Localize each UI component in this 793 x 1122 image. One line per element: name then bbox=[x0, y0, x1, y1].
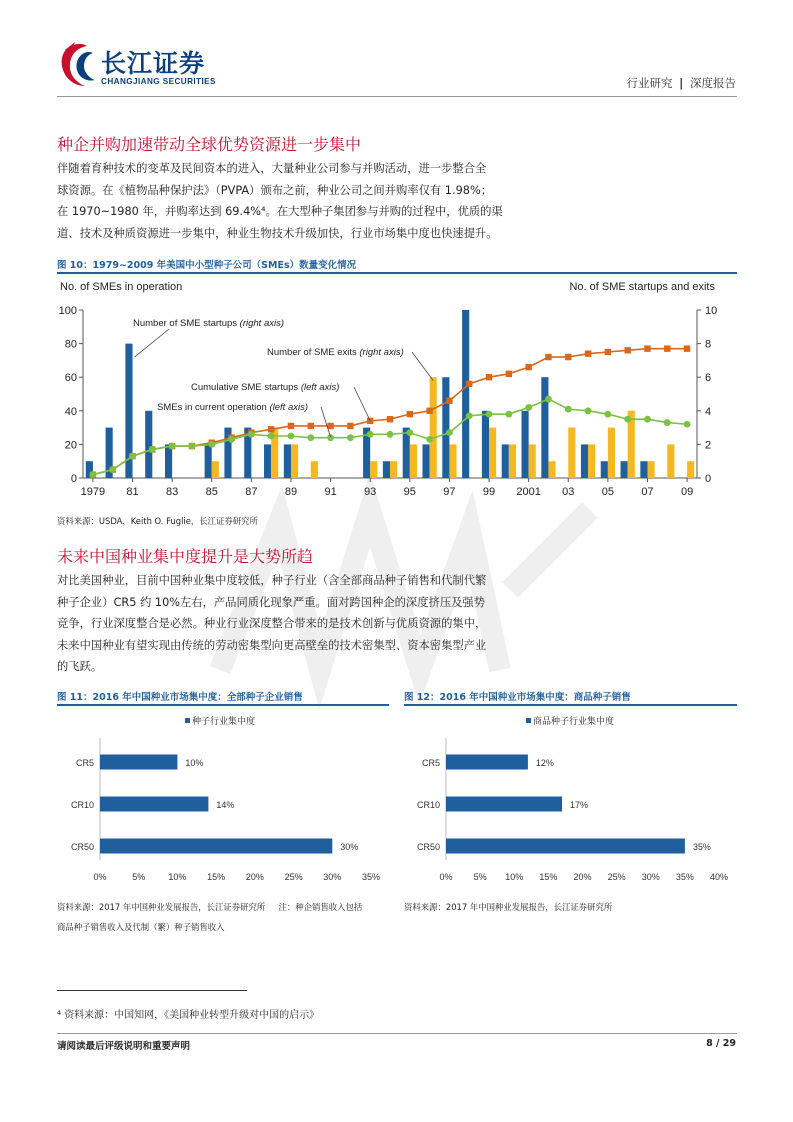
cumulative-startups-point bbox=[466, 381, 472, 387]
bar bbox=[446, 839, 685, 854]
watermark-icon bbox=[210, 470, 610, 710]
category-label: CR50 bbox=[416, 842, 440, 852]
cumulative-startups-point bbox=[545, 354, 551, 360]
header-divider: | bbox=[679, 76, 684, 90]
bar-value-label: 14% bbox=[216, 800, 235, 810]
x-tick-label: 87 bbox=[245, 486, 258, 498]
cumulative-startups-point bbox=[407, 411, 413, 417]
current-smes-point bbox=[565, 406, 572, 413]
cumulative-startups-point bbox=[288, 423, 294, 429]
section2-title: 未来中国种业集中度提升是大势所趋 bbox=[57, 547, 314, 566]
company-logo bbox=[57, 40, 247, 90]
cumulative-startups-point bbox=[585, 350, 591, 356]
x-tick-label: 1979 bbox=[80, 486, 106, 498]
current-smes-point bbox=[387, 431, 394, 438]
current-smes-point bbox=[486, 411, 493, 418]
footer-rule bbox=[57, 1033, 737, 1034]
cumulative-startups-point bbox=[446, 398, 452, 404]
para-line: 道、技术及种质资源进一步集中，种业生物技术升级加快，行业市场集中度也快速提升。 bbox=[57, 226, 498, 240]
current-smes-point bbox=[644, 416, 651, 423]
section1-title: 种企并购加速带动全球优势资源进一步集中 bbox=[57, 135, 362, 154]
bar bbox=[446, 797, 562, 812]
current-smes-point bbox=[525, 404, 532, 411]
cumulative-startups-point bbox=[486, 374, 492, 380]
logo-english-name: CHANGJIANG SECURITIES bbox=[101, 77, 216, 86]
logo-chinese-name: 长江证券 bbox=[101, 49, 206, 78]
y-right-tick-label: 10 bbox=[705, 305, 718, 317]
y-left-tick-label: 60 bbox=[64, 372, 77, 385]
x-tick-label: 05 bbox=[601, 486, 614, 498]
bar bbox=[446, 755, 528, 770]
y-left-tick-label: 80 bbox=[64, 338, 77, 351]
cumulative-startups-point bbox=[565, 354, 571, 360]
fig10-title-rule bbox=[57, 272, 737, 274]
legend-label: 商品种子行业集中度 bbox=[533, 716, 615, 726]
x-tick-label: 20% bbox=[573, 872, 592, 882]
startup-bar bbox=[442, 377, 449, 478]
para-line: 对比美国种业，目前中国种业集中度较低，种子行业（含全部商品种子销售和代制代繁 bbox=[57, 574, 487, 587]
para-line: 在 1970~1980 年，并购率达到 69.4%⁴。在大型种子集团参与并购的过程中，优质的渠 bbox=[57, 205, 503, 218]
x-tick-label: 0% bbox=[439, 872, 453, 882]
fig12-source: 资料来源：2017 年中国种业发展报告，长江证券研究所 bbox=[404, 902, 613, 912]
x-tick-label: 35% bbox=[675, 872, 694, 882]
current-smes-point bbox=[169, 443, 176, 450]
para-line: 伴随着育种技术的变革及民间资本的进入，大量种业公司参与并购活动，进一步整合全 bbox=[57, 162, 487, 175]
chart-annotation: Number of SME startups (right axis) bbox=[133, 318, 284, 329]
startup-bar bbox=[145, 411, 152, 478]
current-smes-point bbox=[664, 419, 671, 426]
current-smes-point bbox=[307, 434, 314, 441]
current-smes-point bbox=[684, 421, 691, 428]
cumulative-startups-point bbox=[268, 426, 274, 432]
annotation-leader bbox=[135, 329, 169, 357]
fig11-chart bbox=[57, 708, 389, 894]
chart-annotation: Number of SME exits (right axis) bbox=[267, 347, 404, 358]
cumulative-startups-point bbox=[525, 364, 531, 370]
fig12-chart bbox=[404, 708, 737, 894]
cumulative-startups-point bbox=[644, 345, 650, 351]
annotation-leader bbox=[321, 407, 331, 437]
fig11-source-line2: 商品种子销售收入及代制（繁）种子销售收入 bbox=[57, 922, 225, 932]
y-right-tick-label: 8 bbox=[705, 338, 712, 351]
report-type-label: 深度报告 bbox=[690, 76, 736, 90]
current-smes-point bbox=[347, 434, 354, 441]
fig11-svg bbox=[57, 708, 389, 894]
x-tick-label: 5% bbox=[473, 872, 487, 882]
x-tick-label: 30% bbox=[323, 872, 342, 882]
annotation-leader bbox=[412, 352, 433, 381]
bar bbox=[100, 797, 208, 812]
bar-value-label: 30% bbox=[340, 842, 359, 852]
current-smes-point bbox=[288, 433, 295, 440]
x-tick-label: 09 bbox=[680, 486, 694, 498]
cumulative-startups-point bbox=[327, 423, 333, 429]
current-smes-point bbox=[545, 396, 552, 403]
current-smes-point bbox=[129, 453, 136, 460]
current-smes-point bbox=[367, 431, 374, 438]
startup-bar bbox=[621, 461, 628, 478]
fig12-title: 图 12：2016 年中国种业市场集中度：商品种子销售 bbox=[404, 692, 631, 703]
startup-bar bbox=[541, 377, 548, 478]
section1-paragraph bbox=[57, 158, 537, 244]
footer-disclaimer: 请阅读最后评级说明和重要声明 bbox=[57, 1041, 191, 1052]
x-tick-label: 35% bbox=[361, 872, 381, 882]
logo-emblem bbox=[57, 40, 101, 90]
fig11-source-line1: 资料来源：2017 年中国种业发展报告，长江证券研究所 注：种企销售收入包括 bbox=[57, 902, 363, 912]
current-smes-point bbox=[585, 407, 592, 414]
footnote-rule bbox=[57, 990, 247, 991]
startup-bar bbox=[640, 461, 647, 478]
legend-swatch bbox=[526, 718, 531, 723]
y-right-tick-label: 4 bbox=[705, 405, 712, 418]
cumulative-startups-point bbox=[347, 423, 353, 429]
startup-bar bbox=[482, 411, 489, 478]
cumulative-startups-point bbox=[605, 349, 611, 355]
x-tick-label: 83 bbox=[166, 486, 179, 498]
y-axis-left-label: No. of SMEs in operation bbox=[60, 281, 183, 293]
fig10-source: 资料来源：USDA，Keith O. Fuglie，长江证券研究所 bbox=[57, 516, 258, 526]
current-smes-point bbox=[268, 433, 275, 440]
fig10-title: 图 10：1979~2009 年美国中小型种子公司（SMEs）数量变化情况 bbox=[57, 260, 357, 271]
category-label: CR50 bbox=[70, 842, 94, 852]
header-rule bbox=[57, 96, 737, 97]
current-smes-point bbox=[90, 471, 97, 478]
x-tick-label: 15% bbox=[539, 872, 558, 882]
x-tick-label: 0% bbox=[93, 872, 107, 882]
x-tick-label: 91 bbox=[324, 486, 337, 498]
y-left-tick-label: 20 bbox=[64, 439, 77, 452]
y-left-tick-label: 100 bbox=[58, 305, 77, 317]
current-smes-point bbox=[505, 411, 512, 418]
current-smes-point bbox=[604, 411, 611, 418]
x-tick-label: 20% bbox=[245, 872, 264, 882]
cumulative-startups-point bbox=[426, 408, 432, 414]
x-tick-label: 89 bbox=[284, 486, 298, 498]
para-line: 球资源。在《植物品种保护法》（PVPA）颁布之前，种业公司之间并购率仅有 1.98%； bbox=[57, 183, 492, 197]
x-tick-label: 95 bbox=[403, 486, 416, 498]
y-right-tick-label: 6 bbox=[705, 372, 712, 385]
current-smes-point bbox=[446, 429, 453, 436]
page-number: 8 / 29 bbox=[706, 1038, 736, 1049]
bar-value-label: 10% bbox=[185, 758, 204, 768]
para-line: 未来中国种业有望实现由传统的劳动密集型向更高壁垒的技术密集型、资本密集型产业 bbox=[57, 638, 487, 652]
x-tick-label: 97 bbox=[443, 486, 456, 498]
startup-bar bbox=[522, 411, 529, 478]
x-tick-label: 15% bbox=[207, 872, 226, 882]
fig12-svg bbox=[404, 708, 737, 894]
legend-swatch bbox=[185, 718, 190, 723]
x-tick-label: 2001 bbox=[516, 486, 541, 498]
annotation-leader bbox=[354, 387, 370, 421]
bar bbox=[100, 755, 177, 770]
para-line: 竞争，行业深度整合是必然。种业行业深度整合带来的是技术创新与优质资源的集中， bbox=[57, 617, 487, 630]
current-smes-point bbox=[189, 443, 196, 450]
x-tick-label: 30% bbox=[641, 872, 660, 882]
category-label: CR5 bbox=[75, 758, 94, 768]
current-smes-point bbox=[228, 436, 235, 443]
cumulative-startups-point bbox=[308, 423, 314, 429]
exit-bar bbox=[667, 444, 674, 478]
startup-bar bbox=[165, 444, 172, 478]
exit-bar bbox=[430, 377, 437, 478]
category-label: CR5 bbox=[421, 758, 440, 768]
x-tick-label: 40% bbox=[709, 872, 729, 882]
cumulative-startups-point bbox=[664, 345, 670, 351]
y-axis-right-label: No. of SME startups and exits bbox=[569, 281, 715, 293]
legend-label: 种子行业集中度 bbox=[192, 716, 256, 726]
section-label: 行业研究 bbox=[626, 76, 673, 90]
cumulative-startups-point bbox=[684, 345, 690, 351]
exit-bar bbox=[687, 461, 694, 478]
x-tick-label: 81 bbox=[126, 486, 139, 498]
para-line: 种子企业）CR5 约 10%左右，产品同质化现象严重。面对跨国种企的深度挤压及强势 bbox=[57, 595, 486, 609]
current-smes-point bbox=[208, 441, 215, 448]
bar-value-label: 35% bbox=[692, 842, 711, 852]
report-category bbox=[626, 75, 736, 91]
exit-bar bbox=[647, 461, 654, 478]
fig11-title: 图 11：2016 年中国种业市场集中度：全部种子企业销售 bbox=[57, 692, 303, 703]
x-tick-label: 03 bbox=[562, 486, 575, 498]
x-tick-label: 93 bbox=[364, 486, 377, 498]
current-smes-point bbox=[149, 446, 156, 453]
para-line: 的飞跃。 bbox=[57, 660, 103, 673]
category-label: CR10 bbox=[416, 800, 440, 810]
x-tick-label: 99 bbox=[482, 486, 496, 498]
x-tick-label: 5% bbox=[132, 872, 146, 882]
current-smes-point bbox=[327, 434, 334, 441]
cumulative-startups-point bbox=[624, 347, 630, 353]
current-smes-point bbox=[248, 431, 255, 438]
current-smes-point bbox=[109, 466, 116, 473]
current-smes-point bbox=[426, 436, 433, 443]
x-tick-label: 25% bbox=[284, 872, 303, 882]
startup-bar bbox=[462, 310, 469, 478]
category-label: CR10 bbox=[70, 800, 94, 810]
current-smes-point bbox=[466, 412, 473, 419]
bar bbox=[100, 839, 332, 854]
x-tick-label: 85 bbox=[205, 486, 218, 498]
y-left-tick-label: 0 bbox=[70, 473, 77, 485]
x-tick-label: 10% bbox=[505, 872, 524, 882]
chart-annotation: Cumulative SME startups (left axis) bbox=[191, 382, 340, 393]
cumulative-startups-point bbox=[506, 371, 512, 377]
footnote: ⁴ 资料来源：中国知网，《美国种业转型升级对中国的启示》 bbox=[57, 1010, 320, 1021]
current-smes-point bbox=[624, 416, 631, 423]
bar-value-label: 17% bbox=[570, 800, 589, 810]
y-right-tick-label: 2 bbox=[705, 439, 712, 452]
y-right-tick-label: 0 bbox=[705, 473, 712, 485]
bar-value-label: 12% bbox=[535, 758, 554, 768]
y-left-tick-label: 40 bbox=[64, 405, 77, 418]
chart-annotation: SMEs in current operation (left axis) bbox=[157, 402, 309, 413]
x-tick-label: 07 bbox=[641, 486, 654, 498]
cumulative-startups-point bbox=[387, 416, 393, 422]
x-tick-label: 25% bbox=[607, 872, 626, 882]
x-tick-label: 10% bbox=[168, 872, 187, 882]
current-smes-point bbox=[406, 429, 413, 436]
